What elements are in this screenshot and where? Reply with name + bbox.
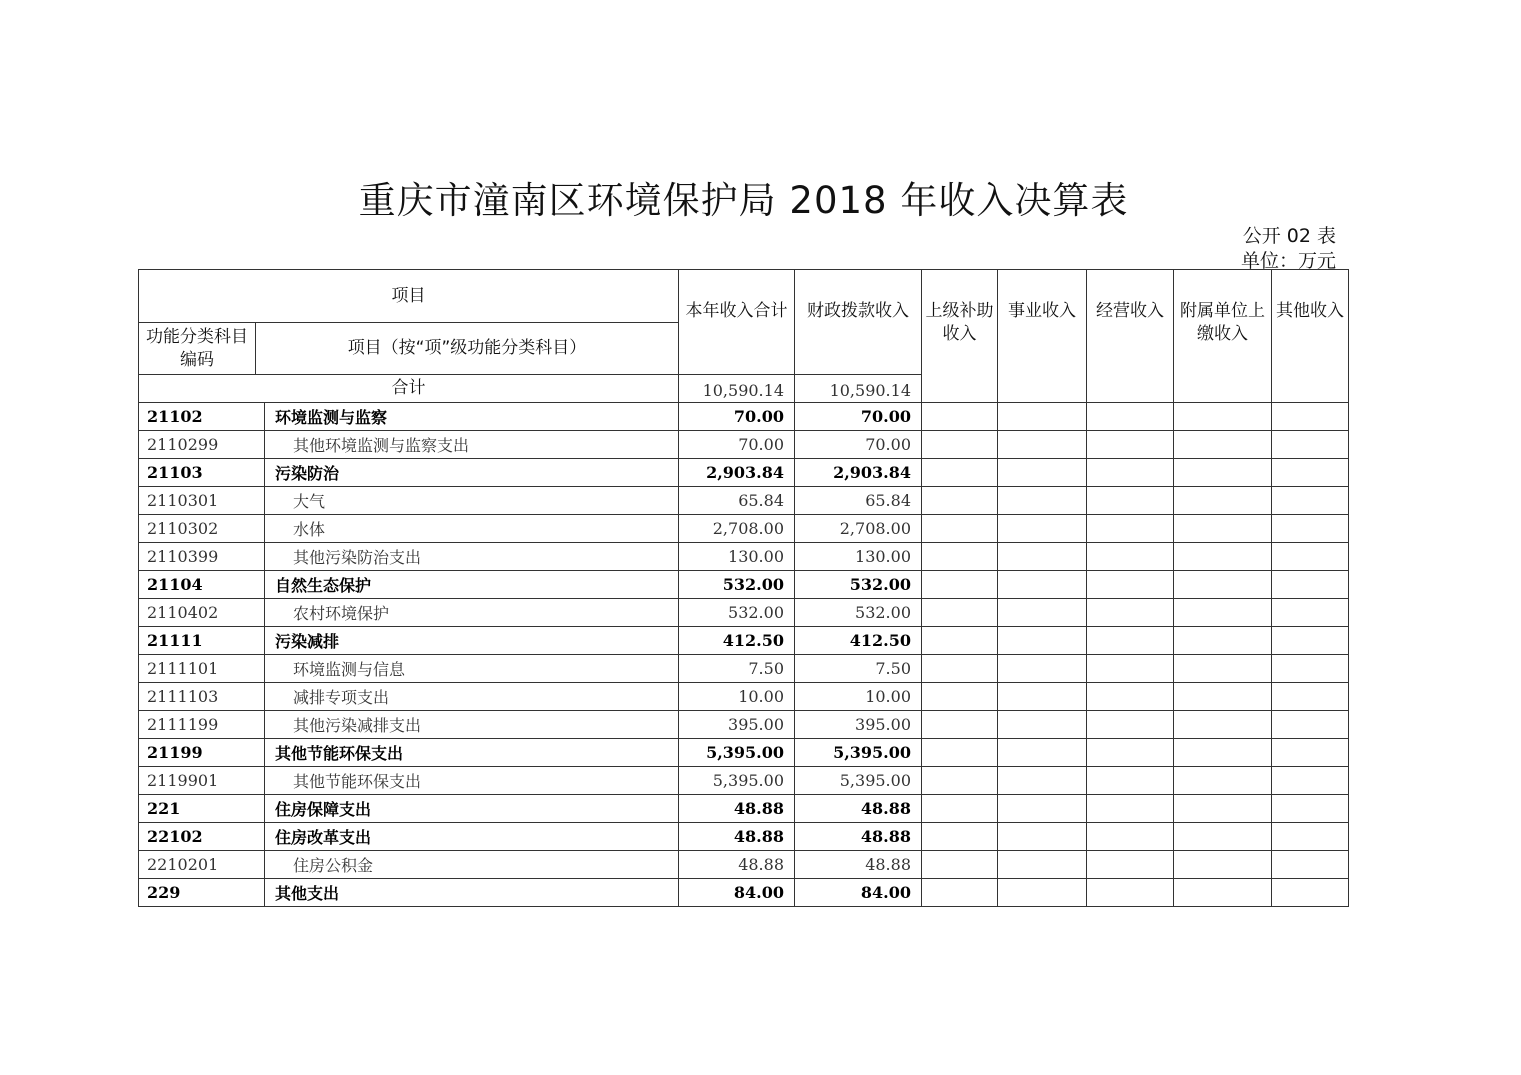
row-code: 2110399 bbox=[139, 543, 265, 571]
row-col4-value bbox=[998, 571, 1087, 599]
row-code: 229 bbox=[139, 879, 265, 907]
row-name: 水体 bbox=[265, 515, 679, 543]
row-col6-value bbox=[1174, 599, 1272, 627]
row-col4-value bbox=[998, 459, 1087, 487]
total-col1: 10,590.14 bbox=[679, 375, 795, 403]
row-col3-value bbox=[922, 431, 998, 459]
row-name: 减排专项支出 bbox=[265, 683, 679, 711]
row-col6-value bbox=[1174, 571, 1272, 599]
row-col5-value bbox=[1087, 851, 1174, 879]
row-col5-value bbox=[1087, 515, 1174, 543]
row-col6-value bbox=[1174, 543, 1272, 571]
row-name: 其他环境监测与监察支出 bbox=[265, 431, 679, 459]
row-col1-value: 70.00 bbox=[679, 431, 795, 459]
row-col4-value bbox=[998, 515, 1087, 543]
header-col3: 上级补助收入 bbox=[922, 270, 998, 403]
row-col6-value bbox=[1174, 459, 1272, 487]
header-total: 合计 bbox=[139, 375, 679, 403]
table-row bbox=[139, 431, 1349, 459]
row-col4-value bbox=[998, 711, 1087, 739]
row-col7-value bbox=[1272, 599, 1349, 627]
table-row bbox=[139, 403, 1349, 431]
row-code: 2111103 bbox=[139, 683, 265, 711]
header-col4: 事业收入 bbox=[998, 270, 1087, 403]
table-row bbox=[139, 711, 1349, 739]
row-name: 其他节能环保支出 bbox=[265, 767, 679, 795]
row-col7-value bbox=[1272, 487, 1349, 515]
total-col2: 10,590.14 bbox=[795, 375, 922, 403]
row-code: 21199 bbox=[139, 739, 265, 767]
unit-label: 单位：万元 bbox=[1240, 250, 1336, 272]
row-col4-value bbox=[998, 683, 1087, 711]
row-col2-value: 2,708.00 bbox=[795, 515, 922, 543]
row-col3-value bbox=[922, 739, 998, 767]
row-col3-value bbox=[922, 655, 998, 683]
row-name: 环境监测与信息 bbox=[265, 655, 679, 683]
row-col7-value bbox=[1272, 543, 1349, 571]
row-col3-value bbox=[922, 683, 998, 711]
row-code: 2110301 bbox=[139, 487, 265, 515]
row-col3-value bbox=[922, 403, 998, 431]
row-col4-value bbox=[998, 739, 1087, 767]
row-col4-value bbox=[998, 487, 1087, 515]
row-code: 22102 bbox=[139, 823, 265, 851]
row-col2-value: 130.00 bbox=[795, 543, 922, 571]
row-col5-value bbox=[1087, 403, 1174, 431]
table-row bbox=[139, 571, 1349, 599]
row-col4-value bbox=[998, 543, 1087, 571]
row-code: 21111 bbox=[139, 627, 265, 655]
row-code: 2111199 bbox=[139, 711, 265, 739]
row-col5-value bbox=[1087, 627, 1174, 655]
row-col1-value: 65.84 bbox=[679, 487, 795, 515]
row-col5-value bbox=[1087, 655, 1174, 683]
row-name: 自然生态保护 bbox=[265, 571, 679, 599]
row-col6-value bbox=[1174, 515, 1272, 543]
row-name: 大气 bbox=[265, 487, 679, 515]
table-header bbox=[138, 269, 1349, 403]
row-col5-value bbox=[1087, 431, 1174, 459]
row-col7-value bbox=[1272, 627, 1349, 655]
row-col5-value bbox=[1087, 739, 1174, 767]
row-col6-value bbox=[1174, 879, 1272, 907]
row-col1-value: 10.00 bbox=[679, 683, 795, 711]
row-name: 污染减排 bbox=[265, 627, 679, 655]
row-col6-value bbox=[1174, 739, 1272, 767]
row-col1-value: 5,395.00 bbox=[679, 739, 795, 767]
row-code: 2110402 bbox=[139, 599, 265, 627]
row-col3-value bbox=[922, 599, 998, 627]
row-col2-value: 70.00 bbox=[795, 403, 922, 431]
row-col5-value bbox=[1087, 599, 1174, 627]
row-col1-value: 7.50 bbox=[679, 655, 795, 683]
row-col2-value: 395.00 bbox=[795, 711, 922, 739]
row-col1-value: 5,395.00 bbox=[679, 767, 795, 795]
row-col7-value bbox=[1272, 515, 1349, 543]
row-col6-value bbox=[1174, 767, 1272, 795]
row-name: 其他污染减排支出 bbox=[265, 711, 679, 739]
row-col6-value bbox=[1174, 431, 1272, 459]
row-col1-value: 532.00 bbox=[679, 571, 795, 599]
row-col2-value: 532.00 bbox=[795, 571, 922, 599]
header-name: 项目（按“项”级功能分类科目） bbox=[256, 323, 679, 375]
row-col7-value bbox=[1272, 459, 1349, 487]
row-col3-value bbox=[922, 515, 998, 543]
header-col2: 财政拨款收入 bbox=[795, 270, 922, 375]
row-col5-value bbox=[1087, 823, 1174, 851]
row-col2-value: 5,395.00 bbox=[795, 739, 922, 767]
row-col4-value bbox=[998, 599, 1087, 627]
row-col2-value: 48.88 bbox=[795, 823, 922, 851]
row-col3-value bbox=[922, 795, 998, 823]
row-col3-value bbox=[922, 571, 998, 599]
page-title: 重庆市潼南区环境保护局 2018 年收入决算表 bbox=[358, 179, 1129, 222]
row-col2-value: 5,395.00 bbox=[795, 767, 922, 795]
row-col7-value bbox=[1272, 851, 1349, 879]
row-col2-value: 412.50 bbox=[795, 627, 922, 655]
row-col1-value: 532.00 bbox=[679, 599, 795, 627]
row-col4-value bbox=[998, 823, 1087, 851]
row-col7-value bbox=[1272, 403, 1349, 431]
row-name: 住房公积金 bbox=[265, 851, 679, 879]
table-row bbox=[139, 879, 1349, 907]
row-name: 环境监测与监察 bbox=[265, 403, 679, 431]
table-row bbox=[139, 515, 1349, 543]
row-col1-value: 130.00 bbox=[679, 543, 795, 571]
row-col3-value bbox=[922, 823, 998, 851]
row-col1-value: 395.00 bbox=[679, 711, 795, 739]
row-col7-value bbox=[1272, 711, 1349, 739]
row-col4-value bbox=[998, 431, 1087, 459]
row-col6-value bbox=[1174, 403, 1272, 431]
row-col6-value bbox=[1174, 655, 1272, 683]
row-col1-value: 412.50 bbox=[679, 627, 795, 655]
header-col5: 经营收入 bbox=[1087, 270, 1174, 403]
table-row bbox=[139, 655, 1349, 683]
row-col4-value bbox=[998, 627, 1087, 655]
row-col3-value bbox=[922, 851, 998, 879]
row-col2-value: 48.88 bbox=[795, 851, 922, 879]
row-col4-value bbox=[998, 795, 1087, 823]
row-col1-value: 70.00 bbox=[679, 403, 795, 431]
row-col3-value bbox=[922, 543, 998, 571]
header-code: 功能分类科目编码 bbox=[139, 323, 256, 375]
row-col5-value bbox=[1087, 683, 1174, 711]
row-col1-value: 48.88 bbox=[679, 823, 795, 851]
table-row bbox=[139, 767, 1349, 795]
row-col7-value bbox=[1272, 431, 1349, 459]
row-code: 21104 bbox=[139, 571, 265, 599]
table-row bbox=[139, 599, 1349, 627]
row-col6-value bbox=[1174, 823, 1272, 851]
row-name: 其他支出 bbox=[265, 879, 679, 907]
row-col6-value bbox=[1174, 627, 1272, 655]
row-col2-value: 7.50 bbox=[795, 655, 922, 683]
table-row bbox=[139, 795, 1349, 823]
row-col7-value bbox=[1272, 739, 1349, 767]
row-col5-value bbox=[1087, 487, 1174, 515]
header-col6: 附属单位上缴收入 bbox=[1174, 270, 1272, 403]
row-col2-value: 10.00 bbox=[795, 683, 922, 711]
row-col7-value bbox=[1272, 795, 1349, 823]
row-code: 2110302 bbox=[139, 515, 265, 543]
row-code: 2210201 bbox=[139, 851, 265, 879]
row-col7-value bbox=[1272, 655, 1349, 683]
row-col7-value bbox=[1272, 767, 1349, 795]
row-col2-value: 48.88 bbox=[795, 795, 922, 823]
row-col2-value: 2,903.84 bbox=[795, 459, 922, 487]
table-row bbox=[139, 823, 1349, 851]
row-col7-value bbox=[1272, 683, 1349, 711]
row-col5-value bbox=[1087, 459, 1174, 487]
row-col5-value bbox=[1087, 767, 1174, 795]
row-col7-value bbox=[1272, 823, 1349, 851]
table-id: 公开 02 表 bbox=[1242, 225, 1336, 247]
row-name: 其他污染防治支出 bbox=[265, 543, 679, 571]
row-col5-value bbox=[1087, 571, 1174, 599]
row-col7-value bbox=[1272, 879, 1349, 907]
row-col3-value bbox=[922, 459, 998, 487]
header-col7: 其他收入 bbox=[1272, 270, 1349, 403]
table-row bbox=[139, 683, 1349, 711]
row-col4-value bbox=[998, 767, 1087, 795]
row-name: 其他节能环保支出 bbox=[265, 739, 679, 767]
row-col3-value bbox=[922, 879, 998, 907]
row-col3-value bbox=[922, 627, 998, 655]
row-col2-value: 532.00 bbox=[795, 599, 922, 627]
row-col4-value bbox=[998, 655, 1087, 683]
row-col5-value bbox=[1087, 879, 1174, 907]
row-name: 农村环境保护 bbox=[265, 599, 679, 627]
row-col5-value bbox=[1087, 711, 1174, 739]
row-col4-value bbox=[998, 403, 1087, 431]
data-table bbox=[138, 402, 1349, 907]
row-col1-value: 48.88 bbox=[679, 851, 795, 879]
row-col7-value bbox=[1272, 571, 1349, 599]
table-row bbox=[139, 459, 1349, 487]
table-row bbox=[139, 739, 1349, 767]
row-name: 住房保障支出 bbox=[265, 795, 679, 823]
table-row bbox=[139, 851, 1349, 879]
row-col1-value: 84.00 bbox=[679, 879, 795, 907]
row-col1-value: 2,903.84 bbox=[679, 459, 795, 487]
row-col4-value bbox=[998, 851, 1087, 879]
row-col6-value bbox=[1174, 795, 1272, 823]
row-col1-value: 2,708.00 bbox=[679, 515, 795, 543]
header-project: 项目 bbox=[139, 270, 679, 323]
row-code: 21102 bbox=[139, 403, 265, 431]
row-col5-value bbox=[1087, 543, 1174, 571]
row-name: 污染防治 bbox=[265, 459, 679, 487]
row-col6-value bbox=[1174, 851, 1272, 879]
row-col3-value bbox=[922, 711, 998, 739]
table-row bbox=[139, 543, 1349, 571]
row-code: 2111101 bbox=[139, 655, 265, 683]
row-col6-value bbox=[1174, 683, 1272, 711]
row-col2-value: 65.84 bbox=[795, 487, 922, 515]
row-col5-value bbox=[1087, 795, 1174, 823]
row-col2-value: 84.00 bbox=[795, 879, 922, 907]
row-code: 2110299 bbox=[139, 431, 265, 459]
row-col6-value bbox=[1174, 711, 1272, 739]
row-name: 住房改革支出 bbox=[265, 823, 679, 851]
row-col3-value bbox=[922, 487, 998, 515]
row-col6-value bbox=[1174, 487, 1272, 515]
table-row bbox=[139, 627, 1349, 655]
row-code: 2119901 bbox=[139, 767, 265, 795]
row-col2-value: 70.00 bbox=[795, 431, 922, 459]
row-col1-value: 48.88 bbox=[679, 795, 795, 823]
header-col1: 本年收入合计 bbox=[679, 270, 795, 375]
row-col4-value bbox=[998, 879, 1087, 907]
row-code: 21103 bbox=[139, 459, 265, 487]
table-row bbox=[139, 487, 1349, 515]
row-code: 221 bbox=[139, 795, 265, 823]
row-col3-value bbox=[922, 767, 998, 795]
